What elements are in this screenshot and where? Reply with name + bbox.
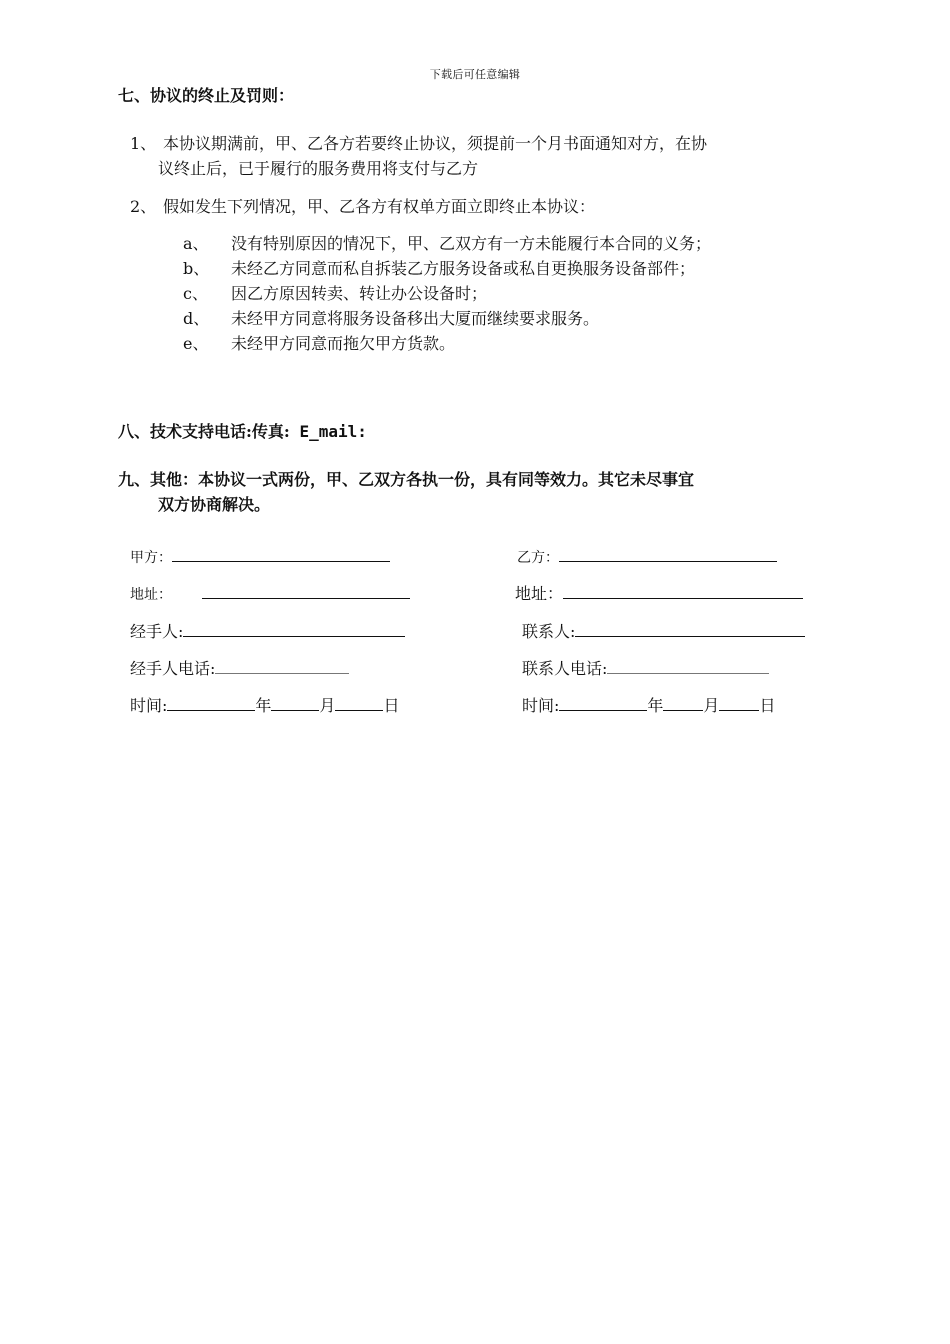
sub-item-letter: c、 xyxy=(183,284,208,303)
right-day-field[interactable] xyxy=(719,692,759,711)
left-address-label: 地址： xyxy=(130,587,172,603)
right-time-label: 时间: xyxy=(522,696,560,715)
left-handler-phone-row xyxy=(130,655,349,681)
right-month-field[interactable] xyxy=(663,692,703,711)
sub-item-text: 未经乙方同意而私自拆装乙方服务设备或私自更换服务设备部件； xyxy=(231,259,696,278)
right-year-label: 年 xyxy=(647,696,664,715)
left-address-row xyxy=(130,580,410,607)
section-7-item-1 xyxy=(0,132,950,182)
left-time-row xyxy=(130,692,399,718)
section-8-heading xyxy=(118,420,367,444)
left-month-field[interactable] xyxy=(271,692,319,711)
right-address-field[interactable] xyxy=(563,580,803,599)
sub-item-letter: e、 xyxy=(183,334,209,353)
right-party-field[interactable] xyxy=(559,543,777,562)
item-text-line1: 本协议期满前，甲、乙各方若要终止协议，须提前一个月书面通知对方，在协 xyxy=(163,134,708,153)
right-month-label: 月 xyxy=(703,696,720,715)
left-year-field[interactable] xyxy=(167,692,255,711)
left-party-label: 甲方： xyxy=(130,550,172,566)
right-address-label: 地址： xyxy=(515,584,564,603)
item-number: 1、 xyxy=(130,134,157,153)
section-8-email-label: E_mail: xyxy=(289,422,367,441)
left-year-label: 年 xyxy=(255,696,272,715)
sub-item-text: 没有特别原因的情况下，甲、乙双方有一方未能履行本合同的义务； xyxy=(231,234,712,253)
header-note: 下载后可任意编辑 xyxy=(429,68,521,81)
left-party-field[interactable] xyxy=(172,543,390,562)
sub-item-letter: d、 xyxy=(183,309,210,328)
sub-item-e xyxy=(0,332,950,356)
right-contact-phone-row xyxy=(522,655,769,681)
right-day-label: 日 xyxy=(759,696,776,715)
sub-item-letter: a、 xyxy=(183,234,209,253)
left-day-field[interactable] xyxy=(335,692,383,711)
section-9-heading-line1: 九、其他：本协议一式两份，甲、乙双方各执一份，具有同等效力。其它未尽事宜 xyxy=(118,470,695,489)
sub-item-d xyxy=(0,307,950,331)
sub-item-text: 未经甲方同意将服务设备移出大厦而继续要求服务。 xyxy=(231,309,600,328)
sub-item-text: 未经甲方同意而拖欠甲方货款。 xyxy=(231,334,456,353)
section-9-heading-line2: 双方协商解决。 xyxy=(158,495,271,514)
left-party-row xyxy=(130,543,390,570)
left-handler-phone-field[interactable] xyxy=(215,655,349,674)
section-8-heading-text: 八、技术支持电话:传真: xyxy=(118,422,290,441)
item-text-line2: 议终止后，已于履行的服务费用将支付与乙方 xyxy=(158,159,479,178)
left-handler-phone-label: 经手人电话: xyxy=(130,659,216,678)
right-address-row xyxy=(515,580,803,606)
right-contact-phone-label: 联系人电话: xyxy=(522,659,608,678)
left-month-label: 月 xyxy=(319,696,336,715)
left-day-label: 日 xyxy=(383,696,400,715)
right-party-row xyxy=(517,543,777,570)
left-handler-row xyxy=(130,618,405,644)
right-time-row xyxy=(522,692,775,718)
right-year-field[interactable] xyxy=(559,692,647,711)
item-number: 2、 xyxy=(130,197,157,216)
section-7-heading: 七、协议的终止及罚则： xyxy=(118,86,295,105)
sub-item-text: 因乙方原因转卖、转让办公设备时； xyxy=(231,284,488,303)
item-text-line1: 假如发生下列情况，甲、乙各方有权单方面立即终止本协议： xyxy=(163,197,596,216)
sub-item-a xyxy=(0,232,950,256)
right-contact-phone-field[interactable] xyxy=(607,655,769,674)
right-contact-field[interactable] xyxy=(575,618,805,637)
right-contact-row xyxy=(522,618,805,644)
left-time-label: 时间: xyxy=(130,696,168,715)
right-contact-label: 联系人: xyxy=(522,622,576,641)
sub-item-c xyxy=(0,282,950,306)
sub-item-b xyxy=(0,257,950,281)
sub-item-letter: b、 xyxy=(183,259,210,278)
left-handler-label: 经手人: xyxy=(130,622,184,641)
right-party-label: 乙方： xyxy=(517,550,559,566)
left-handler-field[interactable] xyxy=(183,618,405,637)
section-7-item-2 xyxy=(0,195,950,219)
left-address-field[interactable] xyxy=(202,580,410,599)
